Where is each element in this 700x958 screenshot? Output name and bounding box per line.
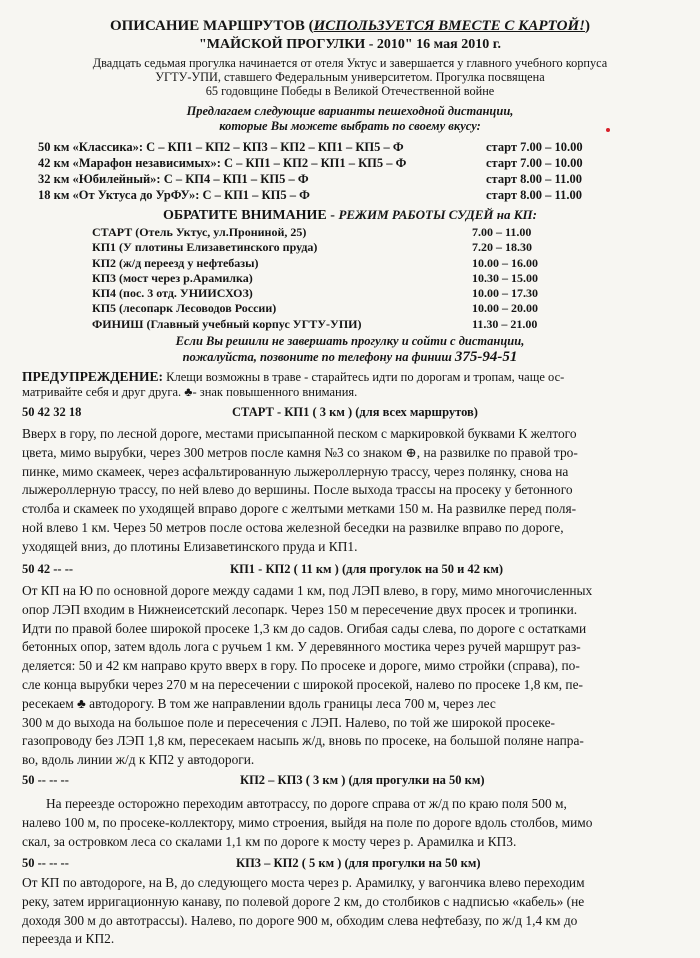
route-codes: 50 -- -- -- bbox=[22, 773, 69, 787]
document-title: ОПИСАНИЕ МАРШРУТОВ (ИСПОЛЬЗУЕТСЯ ВМЕСТЕ С КАРТОЙ!) bbox=[109, 18, 591, 34]
schedule-row: КП5 (лесопарк Лесоводов России) 10.00 – 20.00 bbox=[92, 301, 538, 316]
route-codes: 50 42 -- -- bbox=[22, 562, 74, 576]
section-heading bbox=[22, 773, 686, 788]
document-subtitle: "МАЙСКОЙ ПРОГУЛКИ - 2010" 16 мая 2010 г. bbox=[199, 37, 501, 52]
intro-text: Двадцать седьмая прогулка начинается от отеля Уктус и завершается у главного учебного корпуса УГТУ-УПИ, ставшего Федеральным университетом. Прогулка посвящена 65 годовщине Победы в Великой Отечественной войне bbox=[92, 56, 608, 98]
section-title: КП3 – КП2 ( 5 км ) (для прогулки на 50 км) bbox=[236, 856, 481, 870]
finish-phone: 375-94-51 bbox=[454, 349, 518, 365]
route-codes: 50 -- -- -- bbox=[22, 856, 69, 870]
schedule-row: СТАРТ (Отель Уктус, ул.Прониной, 25) 7.00 – 11.00 bbox=[92, 225, 532, 239]
route-row: 18 км «От Уктуса до УрФУ»: С – КП1 – КП5 – Ф старт 8.00 – 11.00 bbox=[38, 188, 582, 202]
schedule-row: КП1 (У плотины Елизаветинского пруда) 7.20 – 18.30 bbox=[92, 240, 532, 255]
schedule-table bbox=[92, 225, 612, 332]
schedule-row: КП4 (пос. 3 отд. УНИИСХОЗ) 10.00 – 17.30 bbox=[92, 286, 538, 301]
section-title: КП2 – КП3 ( 3 км ) (для прогулки на 50 км) bbox=[240, 773, 485, 787]
offer-text: Предлагаем следующие варианты пешеходной дистанции, которые Вы можете выбрать по своему вкусу: bbox=[186, 104, 514, 133]
schedule-row: КП3 (мост через р.Арамилка) 10.30 – 15.00 bbox=[92, 270, 538, 285]
section-heading bbox=[22, 856, 686, 871]
warning-block: ПРЕДУПРЕЖДЕНИЕ: Клещи возможны в траве - старайтесь идти по дорогам и тропам, чаще ос- матривайте себя и друг друга. ♣- знак повышенного внимания. bbox=[22, 369, 565, 399]
section-paragraph: От КП на Ю по основной дороге между садами 1 км, под ЛЭП влево, в гору, мимо многочисленных опор ЛЭП входим в Нижнеисетский лесопарк. Через 150 м пересечение двух просек и тропинки. Идти по правой более широкой просеке 1,3 км до садов. Огибая сады слева, по дороге с остатками бетонных опор, затем вдоль лога с ручьем 1 км. У деревянного мостика через ручей маршрут раз- деляется: 50 и 42 км направо круто вверх в гору. По просеке и дороге, мимо стройки (справа), по- сле конца вырубки через 270 м на пересечении с широкой просекой, налево по просеке 1,8 км, пе- ресекаем ♣ автодорогу. В том же направлении вдоль границы леса 700 м, через лес 300 м до выхода на большое поле и пересечения с ЛЭП. Налево, по той же широкой просеке- газопроводу без ЛЭП 1,8 км, пересекаем насыпь ж/д, вновь по просеке, на большой поляне напра- во, вдоль линии ж/д к КП2 у автодороги. bbox=[22, 583, 593, 768]
route-row: 42 км «Марафон независимых»: С – КП1 – КП2 – КП1 – КП5 – Ф старт 7.00 – 10.00 bbox=[38, 156, 583, 170]
section-title: СТАРТ - КП1 ( 3 км ) (для всех маршрутов) bbox=[232, 405, 478, 419]
red-dot-mark bbox=[606, 128, 610, 132]
schedule-row: ФИНИШ (Главный учебный корпус УГТУ-УПИ) 11.30 – 21.00 bbox=[92, 316, 538, 331]
section-paragraph: От КП по автодороге, на В, до следующего моста через р. Арамилку, у вагончика влево переходим реку, затем ирригационную канаву, по полевой дороге 2 км, до столбиков с надписью «кабель» (не доходя 300 м до автотрассы). Налево, по дороге 900 м, обходим слева нефтебазу, по ж/д 1,4 км до переезда и КП2. bbox=[22, 875, 585, 947]
section-heading bbox=[22, 562, 686, 577]
warning-heading: ПРЕДУПРЕЖДЕНИЕ: bbox=[22, 369, 164, 384]
routes-list bbox=[38, 139, 678, 203]
section-paragraph: На переезде осторожно переходим автотрассу, по дороге справа от ж/д по краю поля 500 м, налево 100 м, по просеке-коллектору, мимо строения, выйдя на поле по дороге вдоль столбов, мимо скал, за островком леса со скалами 1,1 км по дороге к мосту через р. Арамилка и КП3. bbox=[22, 796, 593, 849]
schedule-row: КП2 (ж/д переезд у нефтебазы) 10.00 – 16.00 bbox=[92, 255, 538, 270]
section-heading bbox=[22, 405, 686, 420]
route-row: 50 км «Классика»: С – КП1 – КП2 – КП3 – КП2 – КП1 – КП5 – Ф старт 7.00 – 10.00 bbox=[38, 140, 583, 154]
schedule-title: ОБРАТИТЕ ВНИМАНИЕ - РЕЖИМ РАБОТЫ СУДЕЙ на КП: bbox=[163, 207, 537, 223]
section-title: КП1 - КП2 ( 11 км ) (для прогулок на 50 и 42 км) bbox=[230, 562, 503, 576]
route-codes: 50 42 32 18 bbox=[22, 405, 82, 419]
route-row: 32 км «Юбилейный»: С – КП4 – КП1 – КП5 – Ф старт 8.00 – 11.00 bbox=[38, 172, 582, 186]
exit-note: Если Вы решили не завершать прогулку и сойти с дистанции, пожалуйста, позвоните по телефону на финиш 375-94-51 bbox=[175, 334, 525, 365]
title-emphasis: ИСПОЛЬЗУЕТСЯ ВМЕСТЕ С КАРТОЙ! bbox=[313, 18, 586, 34]
section-paragraph: Вверх в гору, по лесной дороге, местами присыпанной песком с маркировкой буквами К желтого цвета, мимо вырубки, через 300 метров после камня №3 со знаком ⊕, на развилке по правой тро- пинке, мимо скамеек, через асфальтированную лыжероллерную трассу, через полянку, снова на лыжероллерную трассу, по ней влево до вершины. После выхода трассы на просеку у бетонного столба и скамеек по уходящей вправо дороге с желтыми метками 150 м. На развилке перед поля- ной влево 1 км. Через 50 метров после остова железной беседки на развилке вправо по дороге, уходящей вниз, до плотины Елизаветинского пруда и КП1. bbox=[22, 426, 578, 554]
